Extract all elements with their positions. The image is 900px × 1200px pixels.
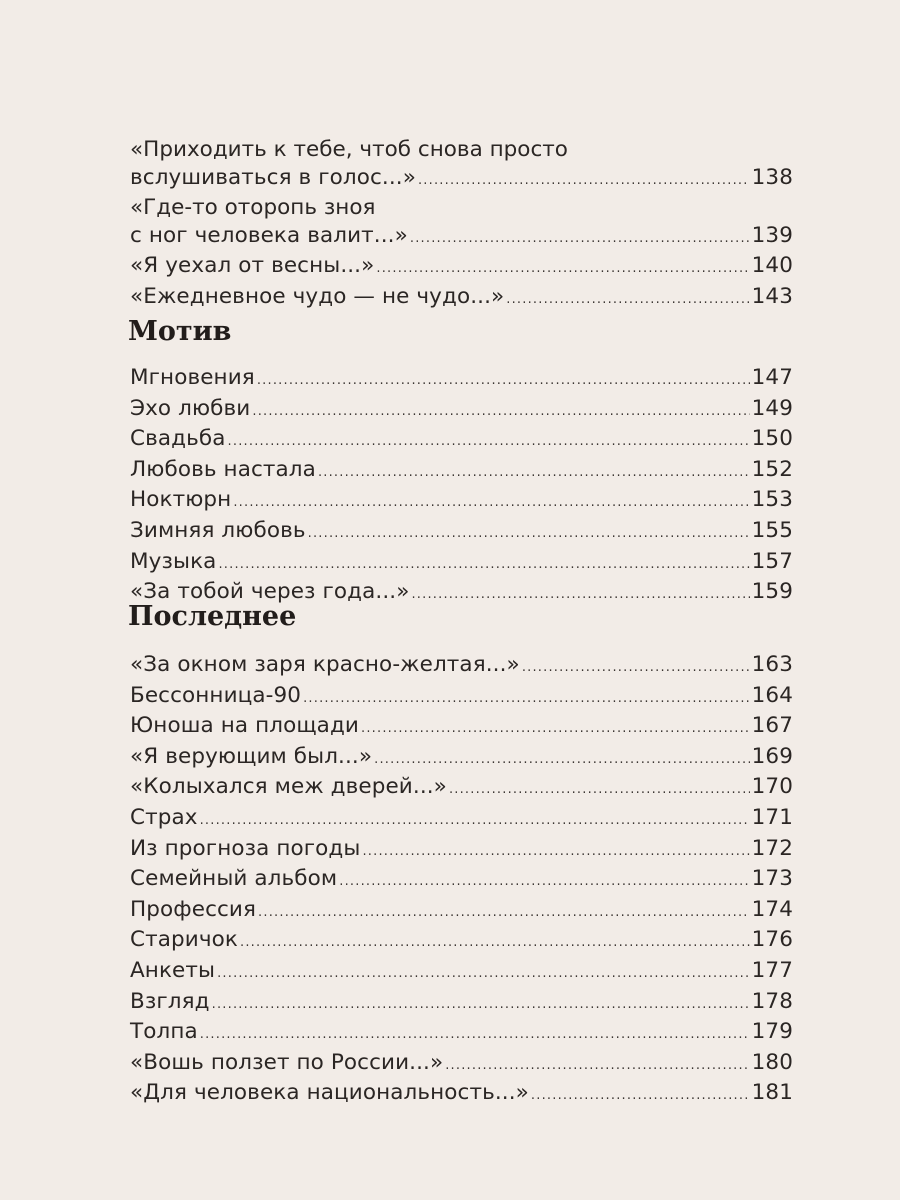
toc-entry-page-number: 171 (751, 804, 793, 830)
dot-leader (308, 520, 750, 548)
toc-entry-title: Ноктюрн (130, 487, 232, 513)
toc-entry-page-number: 163 (751, 652, 793, 677)
dot-leader (506, 286, 749, 314)
toc-entry-title: «Колыхался меж дверей...» (130, 774, 447, 800)
dot-leader (374, 746, 750, 774)
toc-entry-row (130, 1018, 793, 1049)
toc-entry-row (130, 222, 793, 253)
toc-entry-row (130, 283, 793, 314)
toc-entry-page-number: 173 (751, 866, 793, 892)
toc-entry-row (130, 252, 793, 283)
toc-entry (130, 835, 793, 866)
toc-entry-title: Бессонница-90 (130, 682, 302, 708)
toc-entry-title: Семейный альбом (130, 866, 338, 892)
dot-leader (449, 776, 750, 804)
toc-entry-row (130, 456, 793, 487)
toc-entry-title: «Ежедневное чудо — не чудо...» (130, 283, 505, 309)
toc-entry-row (130, 486, 793, 517)
toc-entry-row (130, 865, 793, 896)
toc-entry (130, 926, 793, 957)
toc-entry-title: Толпа (130, 1019, 198, 1045)
toc-entry (130, 548, 793, 579)
toc-entry-title: Музыка (130, 548, 217, 574)
toc-entry (130, 283, 793, 314)
dot-leader (200, 1021, 750, 1049)
toc-entry-page-number: 174 (751, 896, 793, 922)
dot-leader (531, 1082, 750, 1110)
dot-leader (410, 225, 750, 253)
toc-entry (130, 517, 793, 548)
toc-entry-title-line: «Приходить к тебе, чтоб снова просто (130, 137, 568, 162)
toc-entry (130, 712, 793, 743)
toc-entry (130, 682, 793, 713)
dot-leader (218, 551, 749, 579)
toc-entry (130, 1079, 793, 1110)
dot-leader (376, 255, 749, 283)
dot-leader (418, 167, 750, 195)
toc-entry-row (130, 743, 793, 774)
toc-entry-page-number: 139 (751, 222, 793, 248)
toc-entry-title: Зимняя любовь (130, 517, 306, 543)
toc-entry (130, 252, 793, 283)
toc-entry (130, 194, 793, 252)
toc-entry-title: Свадьба (130, 426, 226, 452)
toc-entry-page-number: 164 (751, 682, 793, 708)
dot-leader (361, 715, 750, 743)
toc-entry-row (130, 896, 793, 927)
dot-leader (257, 367, 750, 395)
toc-entry-page-number: 153 (751, 487, 793, 513)
toc-entry-row (130, 164, 793, 195)
toc-entry (130, 395, 793, 426)
toc-entry-row (130, 712, 793, 743)
toc-entry-title: «За тобой через года...» (130, 579, 410, 605)
toc-entry-title: «Вошь ползет по России...» (130, 1049, 444, 1075)
toc-entry-page-number: 150 (751, 426, 793, 452)
toc-entry-row (130, 682, 793, 713)
toc-entry-row (130, 804, 793, 835)
toc-entry-row (130, 988, 793, 1019)
dot-leader (252, 398, 749, 426)
toc-entry (130, 1018, 793, 1049)
dot-leader (212, 991, 750, 1019)
toc-entry-title: «Я верующим был...» (130, 743, 373, 769)
toc-entry (130, 651, 793, 682)
toc-entry (130, 896, 793, 927)
toc-entry-title: вслушиваться в голос...» (130, 164, 416, 190)
toc-entry (130, 865, 793, 896)
dot-leader (318, 459, 750, 487)
toc-entry-title: Мгновения (130, 365, 255, 390)
toc-entry-row (130, 773, 793, 804)
toc-entry (130, 804, 793, 835)
toc-entry (130, 743, 793, 774)
toc-entry-row (130, 926, 793, 957)
toc-entry-row (130, 957, 793, 988)
toc-entry-title: Юноша на площади (130, 713, 359, 739)
dot-leader (233, 489, 749, 517)
toc-section-continued (130, 136, 793, 314)
toc-entry-page-number: 169 (751, 743, 793, 769)
section-heading-poslednee: Последнее (128, 601, 297, 632)
dot-leader (445, 1052, 749, 1080)
toc-entry-page-number: 176 (751, 927, 793, 953)
dot-leader (240, 929, 750, 957)
toc-entry (130, 988, 793, 1019)
toc-entry-row (130, 1049, 793, 1080)
toc-entry-row (130, 517, 793, 548)
dot-leader (228, 428, 750, 456)
toc-entry-title: Из прогноза погоды (130, 835, 361, 861)
dot-leader (411, 581, 749, 609)
toc-entry-title: «Для человека национальность...» (130, 1080, 529, 1106)
toc-entry (130, 957, 793, 988)
toc-section-motiv (130, 364, 793, 609)
toc-section-poslednee (130, 651, 793, 1110)
toc-entry-page-number: 179 (751, 1019, 793, 1045)
toc-entry-title: «За окном заря красно-желтая...» (130, 652, 520, 677)
toc-entry-title: Взгляд (130, 988, 210, 1014)
toc-entry-page-number: 159 (751, 579, 793, 605)
toc-entry-page-number: 143 (751, 283, 793, 309)
toc-entry-title: Страх (130, 804, 198, 830)
toc-entry-page-number: 149 (751, 395, 793, 421)
toc-entry-page-number: 172 (751, 835, 793, 861)
toc-entry-page-number: 167 (751, 713, 793, 739)
toc-entry-page-number: 180 (751, 1049, 793, 1075)
dot-leader (217, 960, 750, 988)
toc-entry (130, 425, 793, 456)
dot-leader (258, 899, 750, 927)
toc-entry-page-number: 178 (751, 988, 793, 1014)
toc-entry-title: Эхо любви (130, 395, 251, 421)
dot-leader (362, 838, 749, 866)
toc-entry-page-number: 157 (751, 548, 793, 574)
toc-entry (130, 136, 793, 194)
toc-entry-title: Профессия (130, 896, 257, 922)
toc-entry-title: Любовь настала (130, 456, 316, 482)
toc-entry-title-line: «Где-то оторопь зноя (130, 195, 376, 221)
toc-entry-row (130, 1079, 793, 1110)
toc-entry-title: «Я уехал от весны...» (130, 253, 375, 279)
toc-entry (130, 364, 793, 395)
toc-entry (130, 773, 793, 804)
toc-entry-row (130, 548, 793, 579)
toc-entry-page-number: 147 (751, 365, 793, 390)
section-heading-motiv: Мотив (128, 316, 232, 347)
toc-entry-row (130, 651, 793, 682)
toc-entry (130, 1049, 793, 1080)
toc-entry (130, 456, 793, 487)
dot-leader (522, 654, 750, 682)
toc-entry (130, 486, 793, 517)
toc-entry-page-number: 138 (751, 164, 793, 190)
toc-entry-page-number: 170 (751, 774, 793, 800)
toc-entry-row (130, 425, 793, 456)
toc-entry-title: Анкеты (130, 957, 216, 983)
dot-leader (303, 685, 750, 713)
toc-entry-row (130, 835, 793, 866)
toc-entry-page-number: 155 (751, 517, 793, 543)
toc-entry-page-number: 181 (751, 1080, 793, 1106)
toc-entry-page-number: 152 (751, 456, 793, 482)
toc-entry-row (130, 395, 793, 426)
toc-entry-title: Старичок (130, 927, 238, 953)
toc-entry-row (130, 364, 793, 395)
dot-leader (339, 868, 749, 896)
toc-entry-page-number: 177 (751, 957, 793, 983)
toc-entry-page-number: 140 (751, 253, 793, 279)
toc-entry-title: с ног человека валит...» (130, 222, 408, 248)
dot-leader (200, 807, 750, 835)
